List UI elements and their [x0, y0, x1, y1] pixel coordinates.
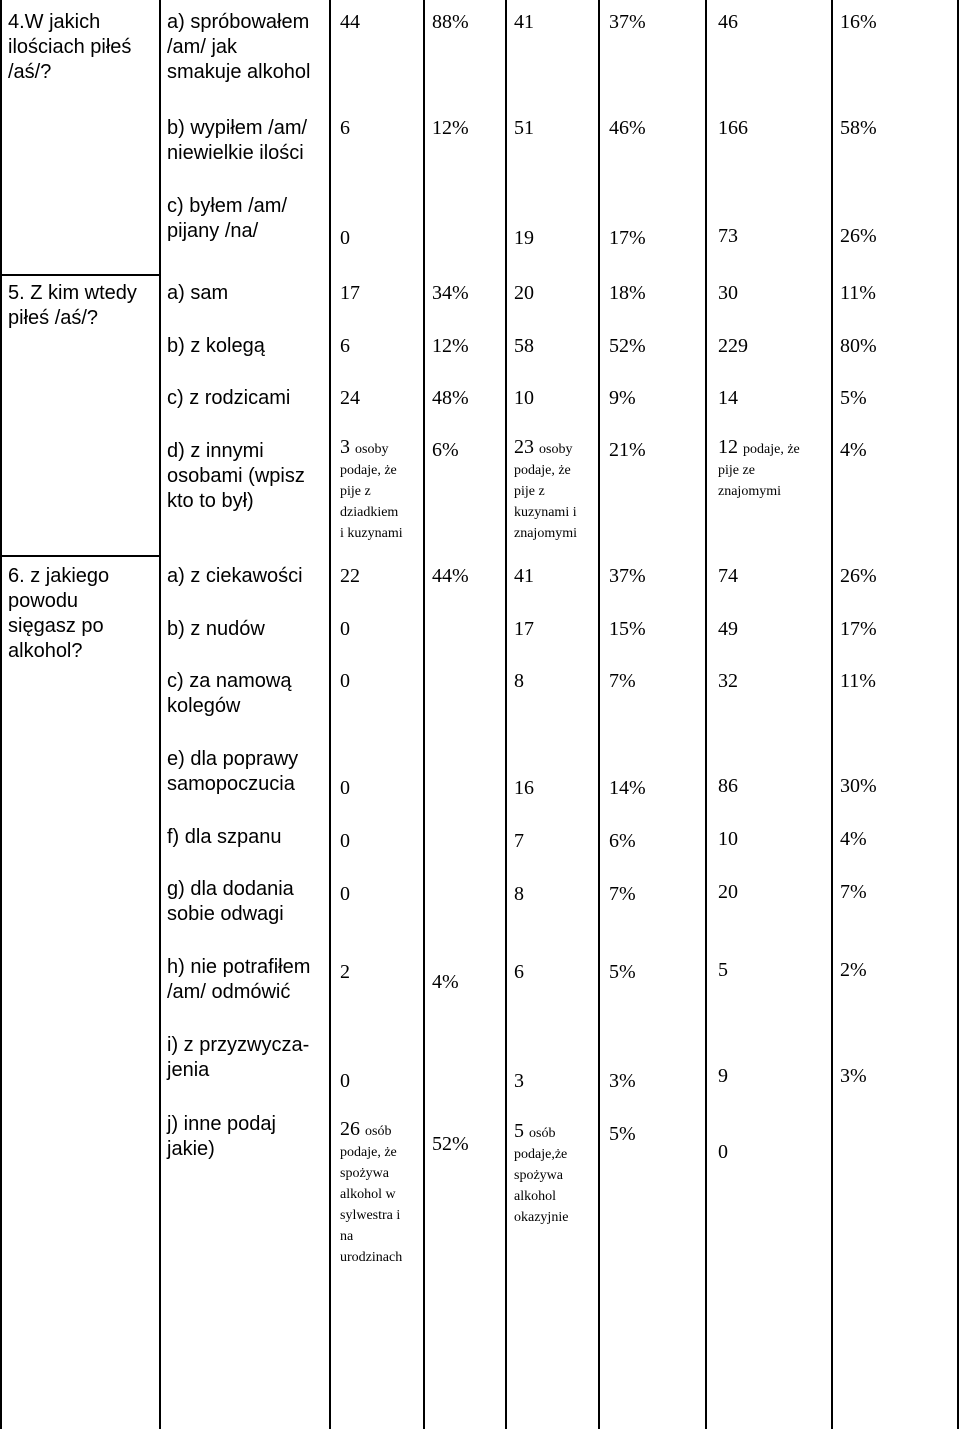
count-cell: 0 [340, 883, 350, 905]
count-cell: 20 [718, 881, 738, 903]
percent-cell: 6% [432, 439, 459, 461]
note-line: dziadkiem [340, 505, 399, 520]
column-border [957, 0, 959, 1429]
percent-cell: 46% [609, 117, 646, 139]
answer-label-line: osobami (wpisz [167, 465, 305, 487]
percent-cell: 6% [609, 830, 636, 852]
count-cell: 51 [514, 117, 534, 139]
percent-cell: 9% [609, 387, 636, 409]
percent-cell: 30% [840, 775, 877, 797]
answer-label [167, 1033, 309, 1083]
question-label-line: ilościach piłeś [8, 36, 132, 58]
note-line: znajomymi [718, 484, 781, 499]
percent-cell: 7% [609, 883, 636, 905]
question-label-line: 5. Z kim wtedy [8, 282, 137, 304]
answer-label-line: jenia [167, 1059, 210, 1081]
answer-label-line: c) za namową [167, 670, 292, 692]
answer-label-line: smakuje alkohol [167, 61, 311, 83]
count-cell: 0 [340, 227, 350, 249]
percent-cell: 52% [432, 1133, 469, 1155]
count-cell: 41 [514, 11, 534, 33]
count-cell: 5 [718, 959, 728, 981]
percent-cell: 21% [609, 439, 646, 461]
note-line: na [340, 1229, 354, 1244]
column-border [705, 0, 707, 1429]
answer-label-line: jakie) [167, 1138, 215, 1160]
percent-cell: 5% [840, 387, 867, 409]
note-line: osób [529, 1126, 556, 1141]
answer-label-line: b) wypiłem /am/ [167, 117, 308, 139]
question-label [8, 564, 109, 664]
note-line: i kuzynami [340, 526, 403, 541]
count-cell: 0 [340, 1070, 350, 1092]
percent-cell: 4% [840, 828, 867, 850]
answer-label [167, 439, 305, 514]
note-line: spożywa [340, 1166, 389, 1181]
answer-label: c) z rodzicami [167, 387, 291, 409]
count-cell: 6 [514, 961, 524, 983]
note-line: urodzinach [340, 1250, 403, 1265]
percent-cell: 26% [840, 225, 877, 247]
answer-label-line: j) inne podaj [167, 1113, 276, 1135]
percent-cell: 37% [609, 11, 646, 33]
count-cell: 14 [718, 387, 738, 409]
note-line: spożywa [514, 1168, 563, 1183]
note-line: podaje, że [743, 442, 800, 457]
column-border [598, 0, 600, 1429]
percent-cell: 12% [432, 117, 469, 139]
count-note-cell [514, 438, 577, 543]
note-line: osób [365, 1124, 392, 1139]
percent-cell: 37% [609, 565, 646, 587]
percent-cell: 3% [609, 1070, 636, 1092]
count-cell: 49 [718, 618, 738, 640]
question-label-line: piłeś /aś/? [8, 307, 99, 329]
answer-label [167, 747, 298, 797]
section-border [0, 274, 159, 276]
answer-label [167, 1112, 276, 1162]
count-cell: 7 [514, 830, 524, 852]
count-cell: 16 [514, 777, 534, 799]
percent-cell: 14% [609, 777, 646, 799]
answer-label-line: d) z innymi [167, 440, 264, 462]
percent-cell: 44% [432, 565, 469, 587]
count-cell: 46 [718, 11, 738, 33]
count-note-cell [340, 1120, 402, 1267]
note-line: alkohol w [340, 1187, 396, 1202]
count-cell: 58 [514, 335, 534, 357]
percent-cell: 5% [609, 1123, 636, 1145]
percent-cell: 4% [840, 439, 867, 461]
count-cell: 20 [514, 282, 534, 304]
note-line: podaje, że [340, 463, 397, 478]
question-label [8, 281, 137, 331]
percent-cell: 2% [840, 959, 867, 981]
note-line: pije z [514, 484, 545, 499]
count-cell: 0 [718, 1141, 728, 1163]
note-line: sylwestra i [340, 1208, 401, 1223]
count-cell: 0 [340, 670, 350, 692]
answer-label-line: g) dla dodania [167, 878, 294, 900]
note-line: okazyjnie [514, 1210, 569, 1225]
percent-cell: 16% [840, 11, 877, 33]
count-value: 3 [340, 436, 350, 458]
count-cell: 8 [514, 883, 524, 905]
answer-label [167, 116, 307, 166]
note-line: pije z [340, 484, 371, 499]
note-line: pije ze [718, 463, 755, 478]
count-value: 26 [340, 1118, 360, 1140]
count-cell: 24 [340, 387, 360, 409]
count-cell: 9 [718, 1065, 728, 1087]
percent-cell: 17% [840, 618, 877, 640]
count-cell: 8 [514, 670, 524, 692]
percent-cell: 18% [609, 282, 646, 304]
answer-label [167, 877, 294, 927]
note-line: podaje, że [340, 1145, 397, 1160]
count-cell: 10 [718, 828, 738, 850]
answer-label-line: niewielkie ilości [167, 142, 304, 164]
answer-label-line: c) byłem /am/ [167, 195, 288, 217]
percent-cell: 4% [432, 971, 459, 993]
answer-label-line: samopoczucia [167, 773, 295, 795]
column-border [159, 0, 161, 1429]
note-line: znajomymi [514, 526, 577, 541]
count-cell: 0 [340, 777, 350, 799]
percent-cell: 5% [609, 961, 636, 983]
count-cell: 6 [340, 335, 350, 357]
question-label-line: alkohol? [8, 640, 83, 662]
answer-label-line: h) nie potrafiłem [167, 956, 311, 978]
answer-label [167, 669, 292, 719]
percent-cell: 17% [609, 227, 646, 249]
answer-label: b) z nudów [167, 618, 265, 640]
note-line: alkohol [514, 1189, 556, 1204]
answer-label-line: i) z przyzwycza- [167, 1034, 310, 1056]
count-cell: 32 [718, 670, 738, 692]
note-line: podaje,że [514, 1147, 568, 1162]
count-cell: 19 [514, 227, 534, 249]
column-border [329, 0, 331, 1429]
count-cell: 3 [514, 1070, 524, 1092]
percent-cell: 11% [840, 670, 876, 692]
count-cell: 74 [718, 565, 738, 587]
answer-label-line: pijany /na/ [167, 220, 259, 242]
answer-label-line: kto to był) [167, 490, 254, 512]
answer-label-line: kolegów [167, 695, 241, 717]
count-cell: 17 [340, 282, 360, 304]
answer-label [167, 955, 310, 1005]
answer-label-line: a) spróbowałem [167, 11, 310, 33]
count-cell: 41 [514, 565, 534, 587]
column-border [831, 0, 833, 1429]
count-value: 23 [514, 436, 534, 458]
percent-cell: 15% [609, 618, 646, 640]
count-cell: 17 [514, 618, 534, 640]
note-line: kuzynami i [514, 505, 577, 520]
column-border [423, 0, 425, 1429]
answer-label-line: sobie odwagi [167, 903, 284, 925]
answer-label-line: /am/ odmówić [167, 981, 291, 1003]
answer-label-line: e) dla poprawy [167, 748, 299, 770]
count-cell: 229 [718, 335, 748, 357]
percent-cell: 26% [840, 565, 877, 587]
count-note-cell [514, 1122, 568, 1227]
count-note-cell [718, 438, 800, 501]
question-label-line: sięgasz po [8, 615, 104, 637]
percent-cell: 48% [432, 387, 469, 409]
percent-cell: 88% [432, 11, 469, 33]
count-cell: 2 [340, 961, 350, 983]
question-label-line: powodu [8, 590, 79, 612]
answer-label: a) sam [167, 282, 229, 304]
answer-label [167, 194, 287, 244]
percent-cell: 7% [840, 881, 867, 903]
count-cell: 10 [514, 387, 534, 409]
column-border [505, 0, 507, 1429]
count-cell: 30 [718, 282, 738, 304]
question-label-line: 6. z jakiego [8, 565, 110, 587]
count-cell: 6 [340, 117, 350, 139]
column-border [0, 0, 2, 1429]
percent-cell: 52% [609, 335, 646, 357]
count-cell: 0 [340, 618, 350, 640]
answer-label: a) z ciekawości [167, 565, 303, 587]
answer-label: b) z kolegą [167, 335, 265, 357]
percent-cell: 80% [840, 335, 877, 357]
note-line: podaje, że [514, 463, 571, 478]
count-cell: 166 [718, 117, 748, 139]
count-value: 12 [718, 436, 738, 458]
percent-cell: 11% [840, 282, 876, 304]
section-border [0, 555, 159, 557]
answer-label-line: /am/ jak [167, 36, 238, 58]
question-label-line: /aś/? [8, 61, 52, 83]
count-cell: 44 [340, 11, 360, 33]
percent-cell: 3% [840, 1065, 867, 1087]
count-cell: 0 [340, 830, 350, 852]
note-line: osoby [539, 442, 573, 457]
question-label [8, 10, 131, 85]
percent-cell: 58% [840, 117, 877, 139]
count-cell: 73 [718, 225, 738, 247]
count-note-cell [340, 438, 403, 543]
note-line: osoby [355, 442, 389, 457]
answer-label: f) dla szpanu [167, 826, 282, 848]
count-cell: 22 [340, 565, 360, 587]
count-value: 5 [514, 1120, 524, 1142]
answer-label [167, 10, 310, 85]
question-label-line: 4.W jakich [8, 11, 101, 33]
percent-cell: 34% [432, 282, 469, 304]
percent-cell: 12% [432, 335, 469, 357]
count-cell: 86 [718, 775, 738, 797]
percent-cell: 7% [609, 670, 636, 692]
